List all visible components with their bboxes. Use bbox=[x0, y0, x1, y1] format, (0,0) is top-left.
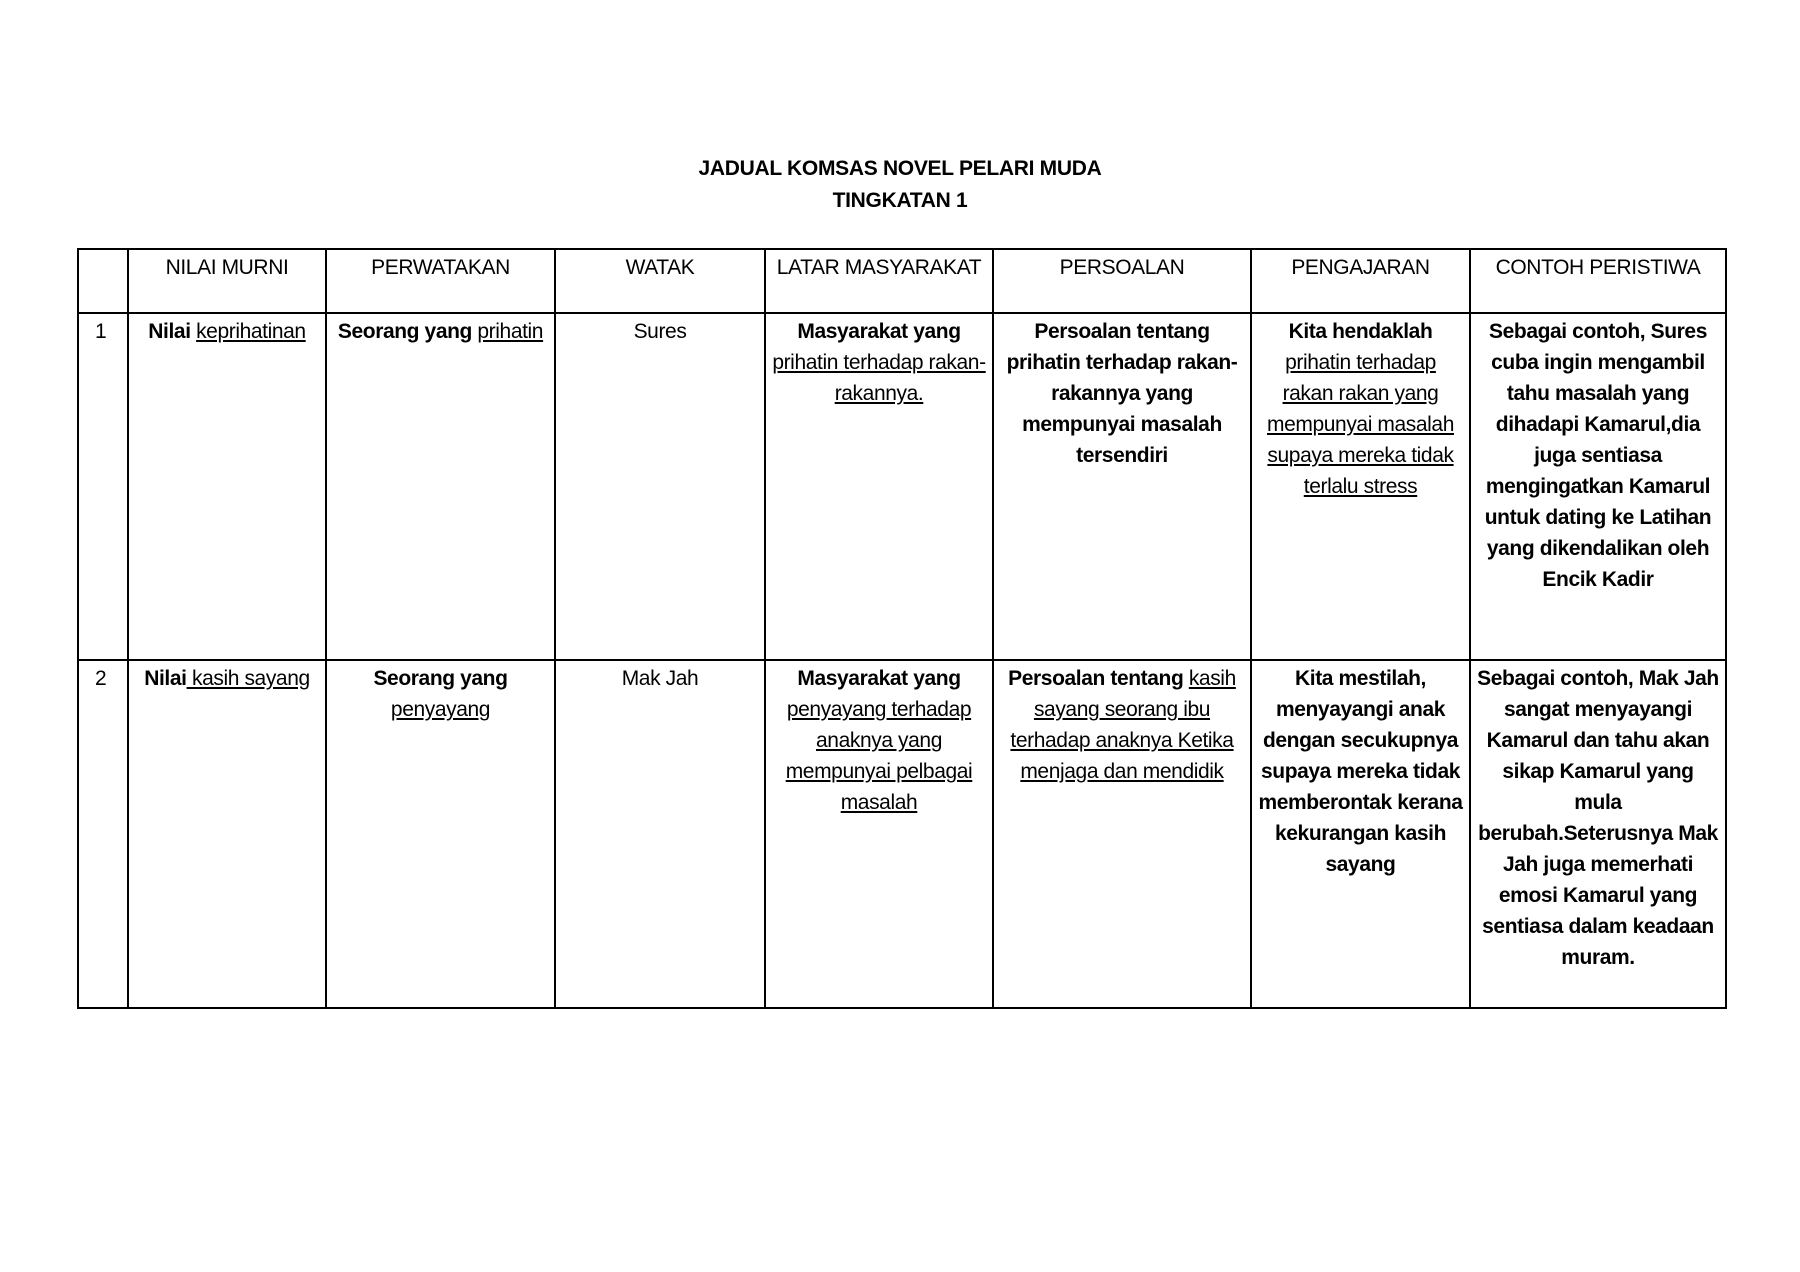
cell-persoalan bbox=[993, 313, 1251, 660]
cell-text: penyayang terhadap anaknya yang mempunyai pelbagai masalah bbox=[785, 698, 973, 814]
cell-pengajaran bbox=[1251, 660, 1470, 1008]
cell-text: Nilai bbox=[144, 667, 187, 690]
cell-latar-masyarakat bbox=[765, 313, 993, 660]
header-perwatakan: PERWATAKAN bbox=[326, 249, 555, 313]
cell-perwatakan bbox=[326, 660, 555, 1008]
cell-nilai-murni bbox=[128, 313, 326, 660]
cell-text: Persoalan tentang bbox=[1008, 667, 1189, 690]
header-contoh-peristiwa: CONTOH PERISTIWA bbox=[1470, 249, 1726, 313]
cell-text: prihatin bbox=[477, 320, 544, 343]
cell-text: Persoalan tentang prihatin terhadap rakan-rakannya yang mempunyai masalah tersendiri bbox=[1006, 320, 1238, 467]
cell-text: kasih sayang bbox=[186, 667, 310, 690]
cell-persoalan bbox=[993, 660, 1251, 1008]
cell-text: 2 bbox=[95, 667, 107, 690]
cell-text: Masyarakat yang bbox=[797, 320, 961, 343]
cell-watak bbox=[555, 660, 765, 1008]
header-watak: WATAK bbox=[555, 249, 765, 313]
document-title: JADUAL KOMSAS NOVEL PELARI MUDA bbox=[698, 157, 1102, 180]
cell-row-number bbox=[78, 660, 128, 1008]
table-header-row bbox=[78, 249, 1726, 313]
header-latar-masyarakat: LATAR MASYARAKAT bbox=[765, 249, 993, 313]
header-persoalan: PERSOALAN bbox=[993, 249, 1251, 313]
cell-text: Sures bbox=[633, 320, 687, 343]
cell-text: Nilai bbox=[148, 320, 197, 343]
cell-text: prihatin terhadap rakan rakan yang mempunyai masalah supaya mereka tidak terlalu stress bbox=[1267, 351, 1454, 498]
cell-nilai-murni bbox=[128, 660, 326, 1008]
cell-latar-masyarakat bbox=[765, 660, 993, 1008]
cell-watak bbox=[555, 313, 765, 660]
cell-text: Sebagai contoh, Sures cuba ingin mengambil tahu masalah yang dihadapi Kamarul,dia juga sentiasa mengingatkan Kamarul untuk dating ke Latihan yang dikendalikan oleh Encik Kadir bbox=[1484, 320, 1712, 591]
cell-text: Kita mestilah, menyayangi anak dengan secukupnya supaya mereka tidak memberontak kerana kekurangan kasih sayang bbox=[1258, 667, 1463, 876]
table-row bbox=[78, 660, 1726, 1008]
cell-text: keprihatinan bbox=[196, 320, 306, 343]
cell-text: Seorang yang bbox=[373, 667, 508, 690]
header-nilai-murni: NILAI MURNI bbox=[128, 249, 326, 313]
cell-text: kasih sayang seorang ibu terhadap anaknya Ketika menjaga dan mendidik bbox=[1010, 667, 1236, 783]
cell-text: Kita hendaklah bbox=[1288, 320, 1433, 343]
header-pengajaran: PENGAJARAN bbox=[1251, 249, 1470, 313]
komsas-table bbox=[77, 248, 1727, 1009]
cell-text: Seorang yang bbox=[337, 320, 478, 343]
cell-perwatakan bbox=[326, 313, 555, 660]
document-subtitle: TINGKATAN 1 bbox=[832, 189, 968, 212]
cell-contoh-peristiwa bbox=[1470, 660, 1726, 1008]
cell-pengajaran bbox=[1251, 313, 1470, 660]
cell-text: prihatin terhadap rakan-rakannya. bbox=[772, 351, 986, 405]
cell-text: 1 bbox=[95, 320, 107, 343]
cell-text: Mak Jah bbox=[621, 667, 699, 690]
cell-text: Sebagai contoh, Mak Jah sangat menyayangi Kamarul dan tahu akan sikap Kamarul yang mula berubah.Seterusnya Mak Jah juga memerhati emosi Kamarul yang sentiasa dalam keadaan muram. bbox=[1477, 667, 1719, 969]
cell-contoh-peristiwa bbox=[1470, 313, 1726, 660]
cell-text: Masyarakat yang bbox=[797, 667, 961, 690]
cell-text: penyayang bbox=[390, 698, 491, 721]
header-row-number bbox=[78, 249, 128, 313]
table-row bbox=[78, 313, 1726, 660]
cell-row-number bbox=[78, 313, 128, 660]
